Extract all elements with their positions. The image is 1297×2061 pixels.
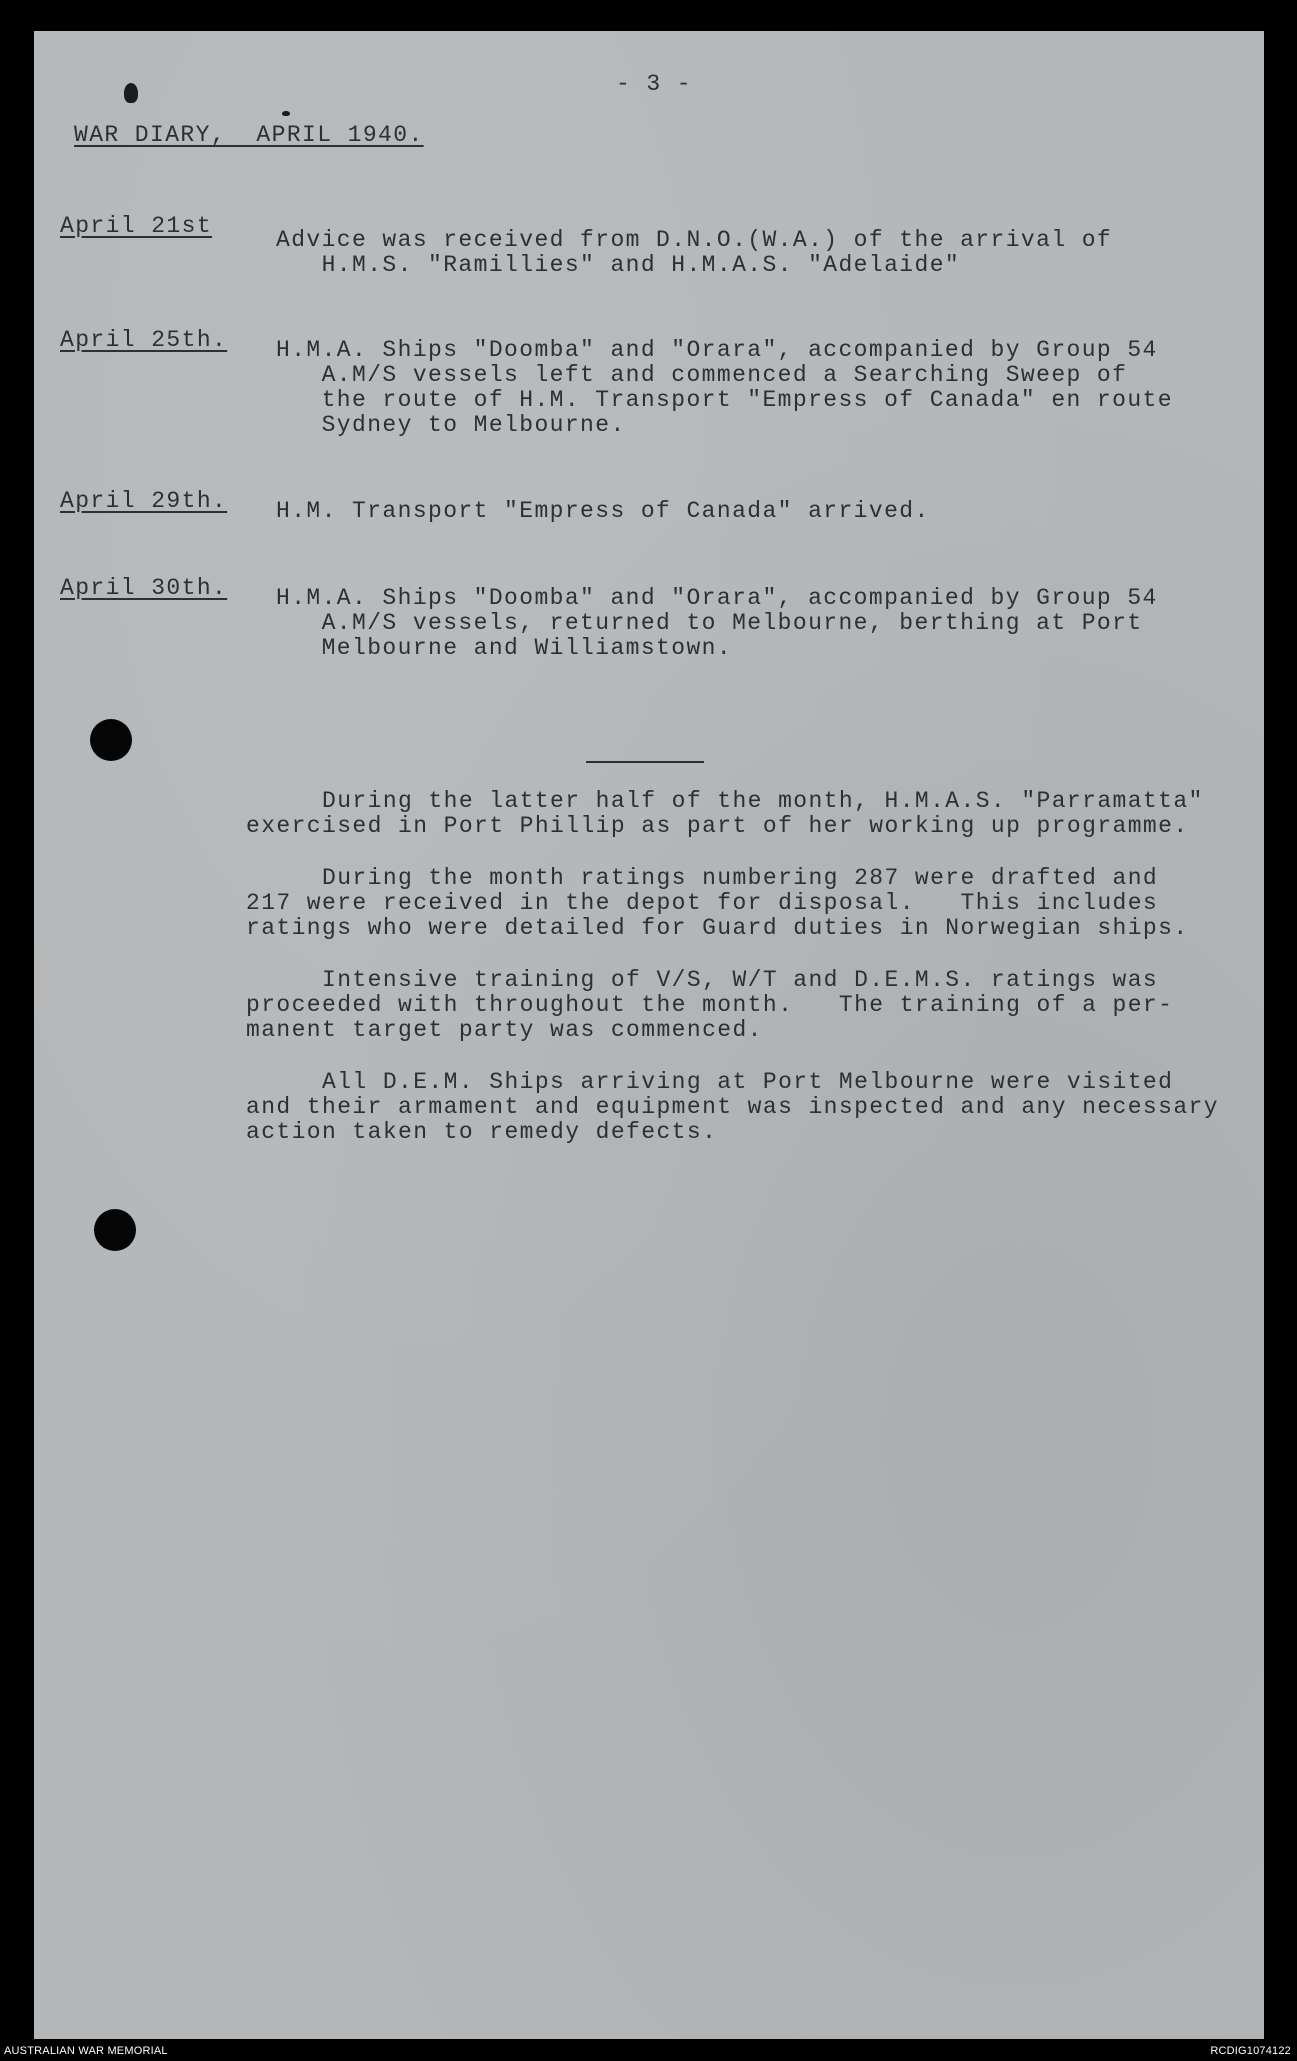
entry-date: April 30th.: [60, 575, 228, 601]
entry-date: April 21st: [60, 213, 213, 239]
ink-mark: [282, 111, 290, 116]
paragraph-line: proceeded with throughout the month. The training of a per-: [246, 992, 1174, 1018]
entry-text: Melbourne and Williamstown.: [276, 635, 733, 661]
paragraph-line: manent target party was commenced.: [246, 1017, 763, 1043]
entry-text: Advice was received from D.N.O.(W.A.) of the arrival of: [276, 227, 1113, 253]
entry-text: the route of H.M. Transport "Empress of Canada" en route: [276, 387, 1173, 413]
paragraph-line: Intensive training of V/S, W/T and D.E.M.S. ratings was: [246, 967, 1159, 993]
paragraph-line: ratings who were detailed for Guard duties in Norwegian ships.: [246, 915, 1189, 941]
entry-text: A.M/S vessels left and commenced a Searching Sweep of: [276, 362, 1128, 388]
footer-record-id: RCDIG1074122: [1210, 2045, 1291, 2057]
page-number: - 3 -: [616, 71, 693, 97]
document-page: [34, 31, 1264, 2039]
entry-date: April 25th.: [60, 327, 228, 353]
paragraph-line: and their armament and equipment was inspected and any necessary: [246, 1094, 1219, 1120]
entry-text: H.M.A. Ships "Doomba" and "Orara", accompanied by Group 54: [276, 337, 1158, 363]
section-divider: [586, 761, 704, 763]
punch-hole-bottom: [94, 1209, 136, 1251]
ink-mark: [124, 83, 138, 103]
entry-date: April 29th.: [60, 488, 228, 514]
paragraph-line: During the latter half of the month, H.M.A.S. "Parramatta": [246, 788, 1204, 814]
paragraph-line: All D.E.M. Ships arriving at Port Melbourne were visited: [246, 1069, 1174, 1095]
paragraph-line: 217 were received in the depot for disposal. This includes: [246, 890, 1159, 916]
entry-text: H.M. Transport "Empress of Canada" arrived.: [276, 498, 930, 524]
punch-hole-top: [90, 719, 132, 761]
footer-archive-name: AUSTRALIAN WAR MEMORIAL: [4, 2045, 168, 2057]
page-title: WAR DIARY, APRIL 1940.: [74, 122, 424, 148]
paragraph-line: During the month ratings numbering 287 were drafted and: [246, 865, 1159, 891]
paragraph-line: action taken to remedy defects.: [246, 1119, 718, 1145]
entry-text: A.M/S vessels, returned to Melbourne, berthing at Port: [276, 610, 1143, 636]
entry-text: Sydney to Melbourne.: [276, 412, 626, 438]
paragraph-line: exercised in Port Phillip as part of her working up programme.: [246, 813, 1189, 839]
entry-text: H.M.A. Ships "Doomba" and "Orara", accompanied by Group 54: [276, 585, 1158, 611]
entry-text: H.M.S. "Ramillies" and H.M.A.S. "Adelaide": [276, 252, 961, 278]
